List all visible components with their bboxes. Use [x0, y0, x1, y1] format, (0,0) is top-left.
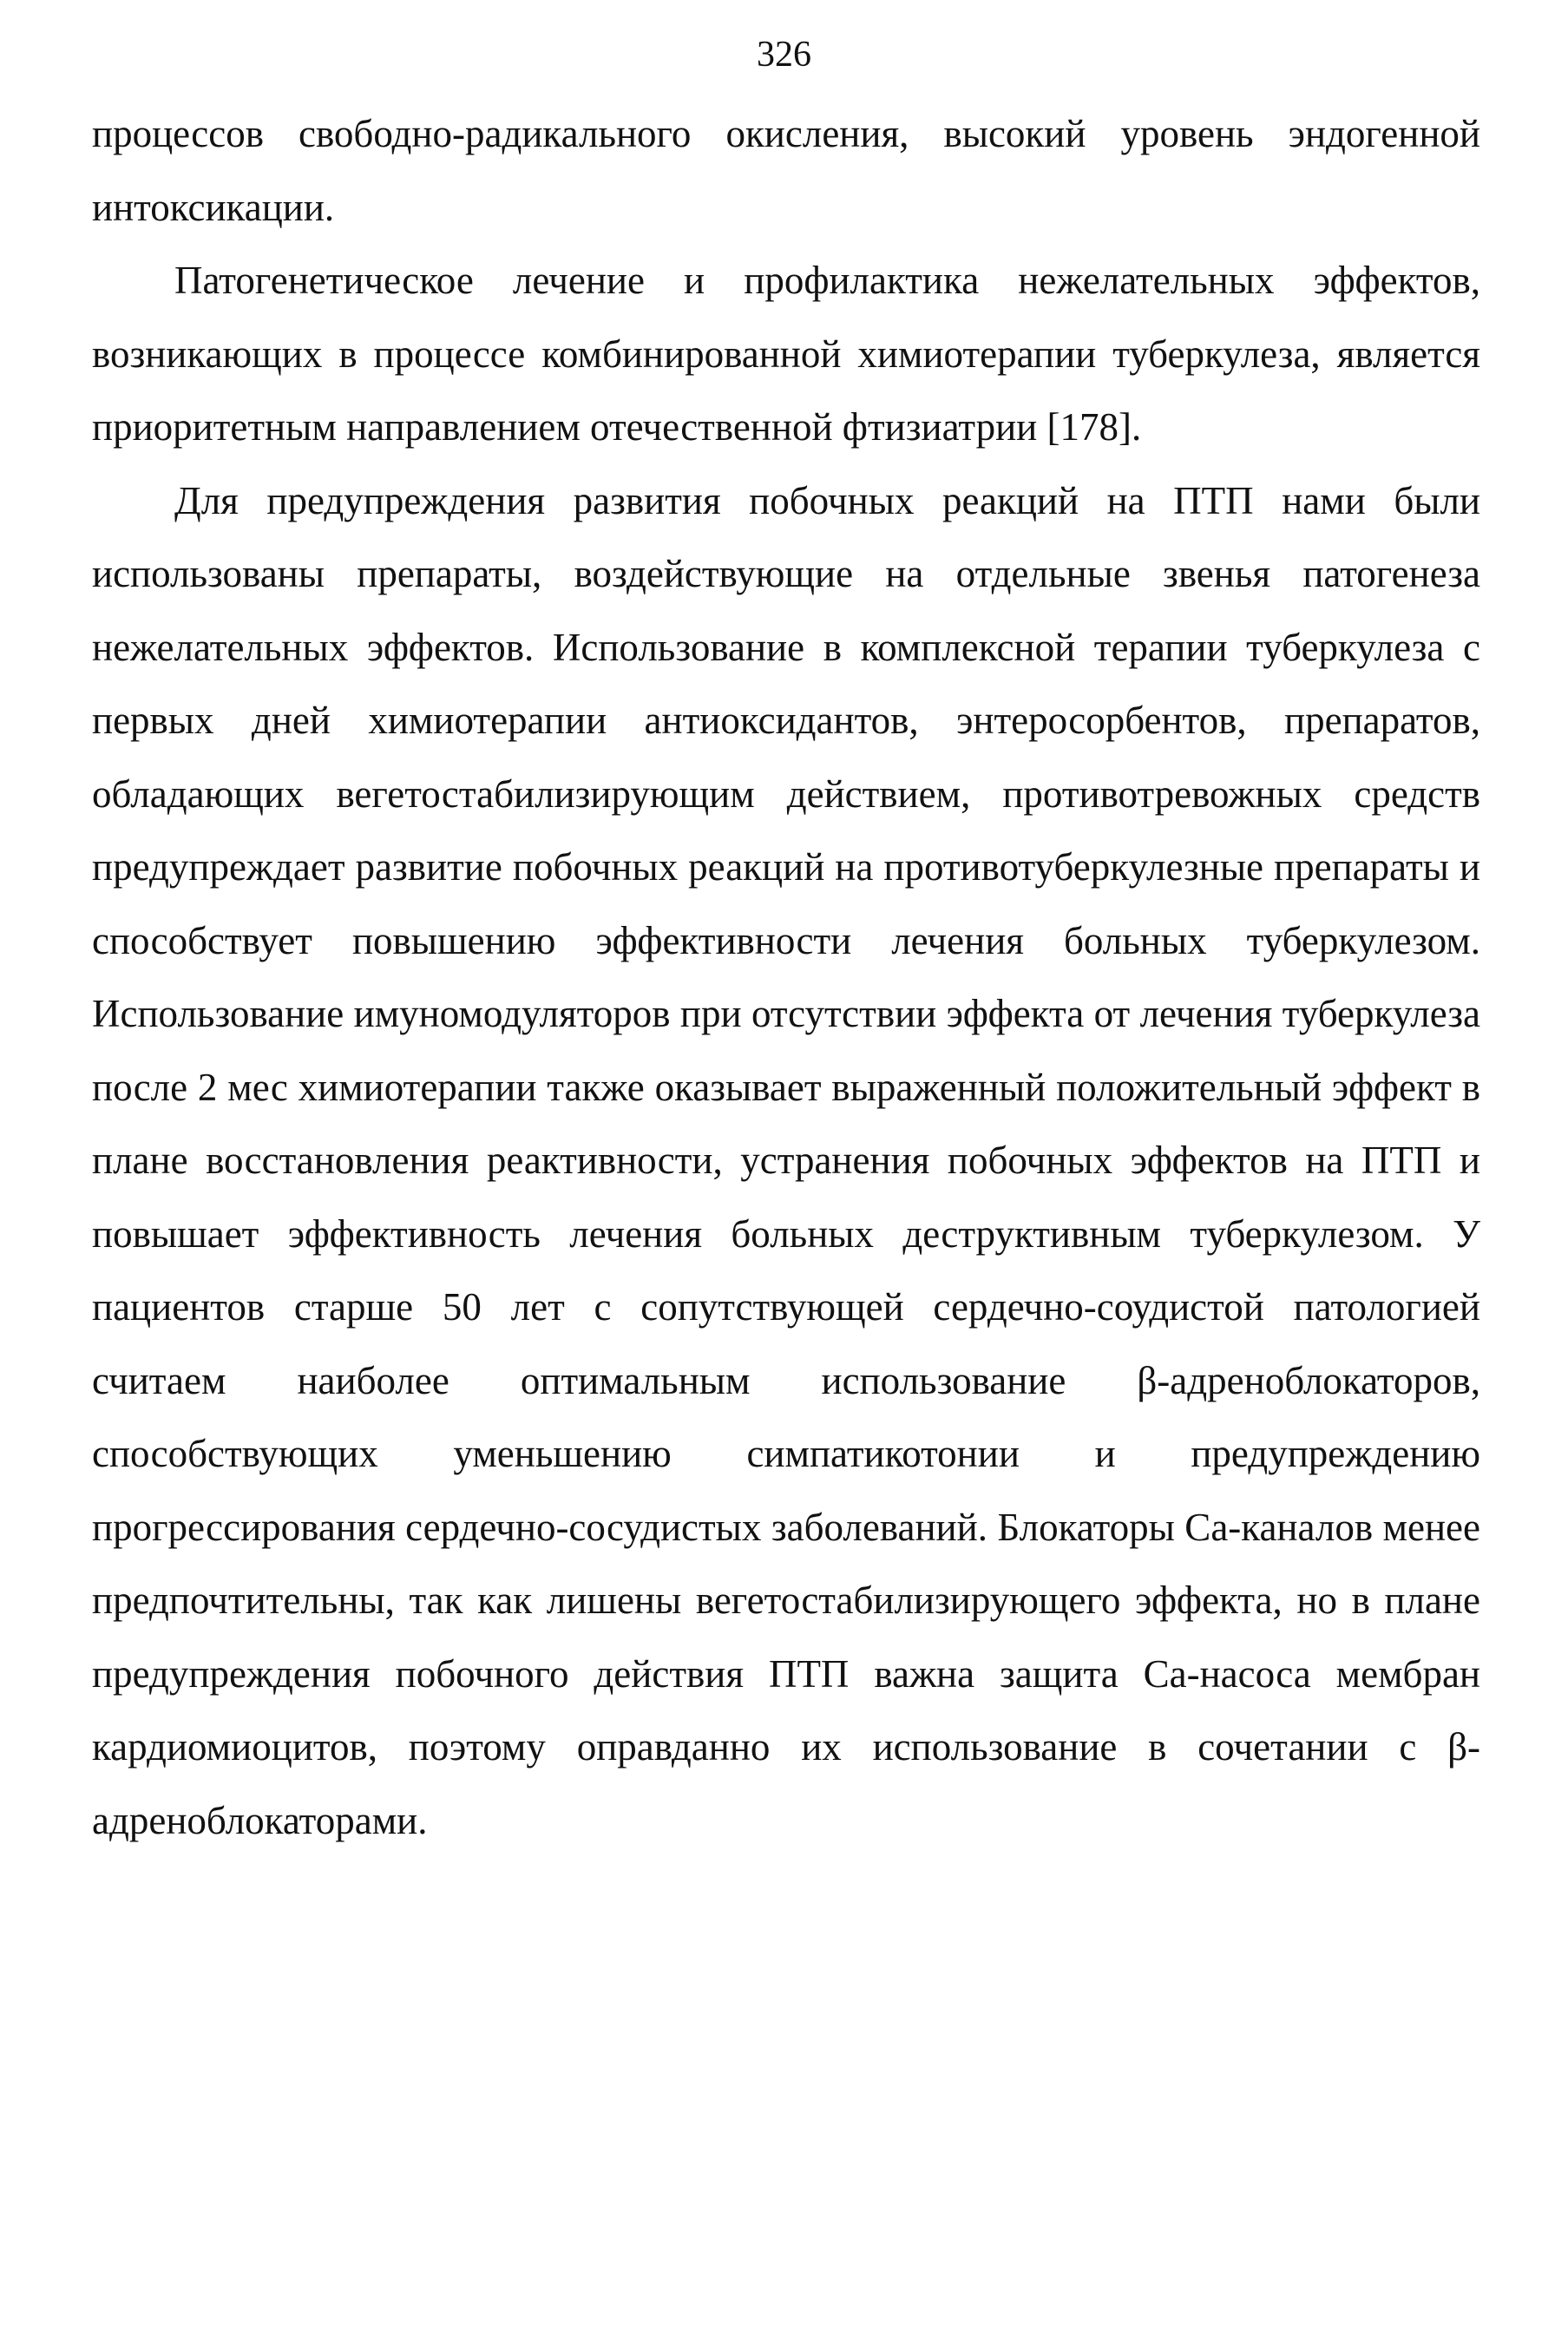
paragraph-1: процессов свободно-радикального окисления, высокий уровень эндогенной интоксикации. [92, 112, 1480, 229]
body-text [92, 97, 1480, 1857]
paragraph-3: Для предупреждения развития побочных реакций на ПТП нами были использованы препараты, воздействующие на отдельные звенья патогенеза нежелательных эффектов. Использование в комплексной терапии туберкулеза с первых дней химиотерапии антиоксидантов, энтеросорбентов, препаратов, обладающих вегетостабилизирующим действием, противотревожных средств предупреждает развитие побочных реакций на противотуберкулезные препараты и способствует повышению эффективности лечения больных туберкулезом. Использование имуномодуляторов при отсутствии эффекта от лечения туберкулеза после 2 мес химиотерапии также оказывает выраженный положительный эффект в плане восстановления реактивности, устранения побочных эффектов на ПТП и повышает эффективность лечения больных деструктивным туберкулезом. У пациентов старше 50 лет с сопутствующей сердечно-соудистой патологией считаем наиболее оптимальным использование β-адреноблокаторов, способствующих уменьшению симпатикотонии и предупреждению прогрессирования сердечно-сосудистых заболеваний. Блокаторы Са-каналов менее предпочтительны, так как лишены вегетостабилизирующего эффекта, но в плане предупреждения побочного действия ПТП важна защита Са-насоса мембран кардиомиоцитов, поэтому оправданно их использование в сочетании с β-адреноблокаторами. [92, 478, 1480, 1842]
paragraph-2: Патогенетическое лечение и профилактика нежелательных эффектов, возникающих в процессе комбинированной химиотерапии туберкулеза, является приоритетным направлением отечественной фтизиатрии [178]. [92, 259, 1480, 449]
page-number: 326 [757, 35, 811, 75]
